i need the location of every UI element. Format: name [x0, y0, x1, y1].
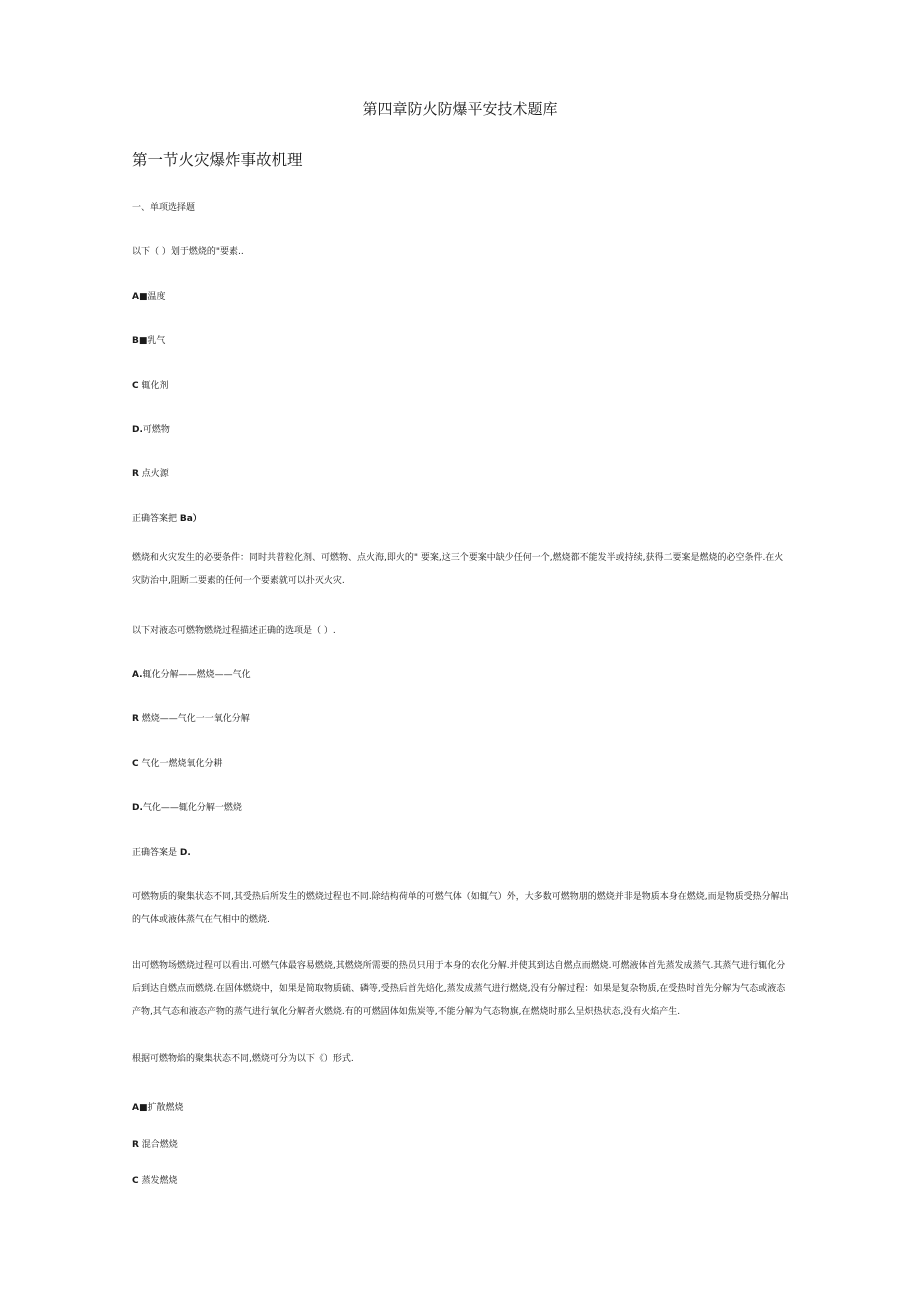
- question-2-explanation-2: 出可燃物场燃烧过程可以看出.可燃气体最容易燃烧,其燃烧所需要的热员只用于本身的农化分解.并使其到达自燃点而燃烧.可燃液体首先蒸发成蒸气.其蒸气进行辄化分后到达自燃点而燃烧.在固体燃烧中，如果是简取物质硫、磷等,受热后首先焙化,蒸发成蒸气进行燃烧,没有分解过程：如果是复杂物质,在受热时首先分解为气态或液态产物,其气态和液态产物的蒸气进行氧化分解者火燃烧.有的可燃固体如焦炭等,不能分解为气态物旗,在燃烧时那么呈炽热状态,没有火焰产生.: [132, 961, 786, 1017]
- option-letter: A.: [132, 670, 143, 680]
- question-2-stem: 以下对液态可燃物燃烧过程描述正确的选项是（ ）.: [132, 626, 336, 636]
- question-1-answer: [132, 513, 202, 525]
- document-title: 第四章防火防爆平安技术题库: [362, 100, 558, 118]
- option-text: 温度: [147, 292, 166, 302]
- question-2-option-d: [132, 802, 242, 814]
- option-text: 气化——辄化分解一燃烧: [142, 803, 242, 813]
- question-2-option-c: [132, 758, 222, 770]
- answer-value: Ba）: [179, 514, 202, 524]
- option-letter: C: [132, 759, 139, 769]
- part-heading: 一、单项选择题: [132, 203, 196, 213]
- option-text: 蒸发燃烧: [138, 1176, 178, 1186]
- answer-label: 正确答案把: [132, 514, 180, 524]
- option-letter: A■: [132, 292, 148, 302]
- question-2-answer: [132, 847, 191, 859]
- question-1-stem: 以下（ ）划于燃烧的"要素..: [132, 247, 244, 257]
- option-text: 辄化剂: [138, 381, 169, 391]
- option-letter: D.: [132, 425, 143, 435]
- option-text: 乳气: [147, 336, 166, 346]
- question-2-explanation-1: 可燃物质的聚集状态不同,其受热后所发生的燃烧过程也不同.除结构荷单的可燃气体（如辄气）外，大多数可燃物朋的燃烧并非是物质本身在燃烧,而是物质受热分解出的气体或液体蒸气在气相中的燃烧.: [132, 892, 789, 925]
- question-1-option-b: [132, 335, 165, 347]
- option-text: 辄化分解——燃烧——气化: [142, 670, 251, 680]
- option-text: 燃烧——气化一一氧化分解: [138, 714, 250, 724]
- option-letter: D.: [132, 803, 143, 813]
- option-letter: C: [132, 381, 139, 391]
- option-text: 扩散燃烧: [147, 1103, 184, 1113]
- option-text: 点火源: [138, 469, 169, 479]
- question-1-option-c: [132, 380, 168, 392]
- option-text: 混合燃烧: [138, 1140, 178, 1150]
- option-text: 气化一燃烧氧化分耕: [138, 759, 223, 769]
- question-3-stem: 根据可燃物焰的聚集状态不同,燃烧可分为以下《）形式.: [132, 1054, 354, 1064]
- question-2-option-b: [132, 713, 250, 725]
- question-3-option-b: [132, 1139, 178, 1151]
- question-2-option-a: [132, 669, 251, 681]
- question-1-option-a: [132, 291, 165, 303]
- option-letter: A■: [132, 1103, 148, 1113]
- answer-value: D.: [179, 848, 191, 858]
- option-letter: R: [132, 469, 139, 479]
- section-heading: 第一节火灾爆炸事故机理: [132, 151, 303, 169]
- question-1-option-e: [132, 468, 169, 480]
- question-1-explanation: 燃烧和火灾发生的必要条件：同时共普粒化剂、可燃物、点火海,即火的" 要案,这三个要案中缺少任何一个,燃烧都不能发半或持续,获得二要案是燃烧的必空条件.在火灾防治中,阻断二要素的任何一个要素就可以扑灭火灾.: [132, 553, 784, 586]
- option-letter: R: [132, 1140, 139, 1150]
- question-1-option-d: [132, 424, 170, 436]
- option-letter: B■: [132, 336, 148, 346]
- question-3-option-a: [132, 1102, 183, 1114]
- option-letter: R: [132, 714, 139, 724]
- option-letter: C: [132, 1176, 139, 1186]
- question-3-option-c: [132, 1175, 177, 1187]
- answer-label: 正确答案是: [132, 848, 180, 858]
- option-text: 可燃物: [142, 425, 170, 435]
